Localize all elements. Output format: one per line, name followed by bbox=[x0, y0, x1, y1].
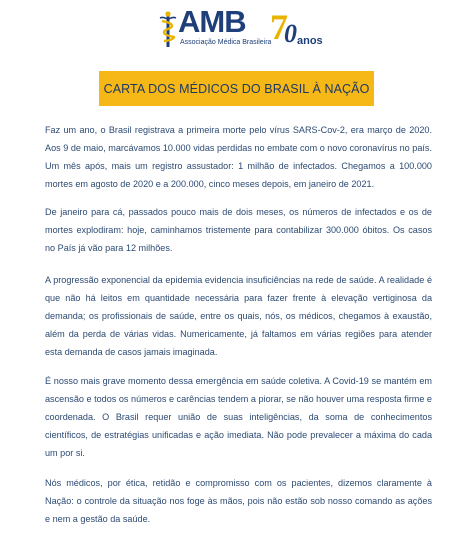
anniversary-word: anos bbox=[297, 35, 323, 47]
paragraph: Nós médicos, por ética, retidão e compromisso com os pacientes, dizemos claramente à Nação: o controle da situação nos foge às mãos, pois não estão sob nosso comando as ações e nem a gestão da saúde. bbox=[45, 478, 432, 524]
title-banner bbox=[99, 71, 374, 106]
paragraph: Faz um ano, o Brasil registrava a primeira morte pelo vírus SARS-Cov-2, era março de 2020. Aos 9 de maio, marcávamos 10.000 vidas perdidas no embate com o novo coronavírus no país. Um mês após, mais um registro assustador: 1 milhão de infectados. Chegamos a 100.000 mortes em agosto de 2020 e a 200.000, cinco meses depois, em janeiro de 2021. bbox=[45, 125, 432, 189]
paragraph: A progressão exponencial da epidemia evidencia insuficiências na rede de saúde. A realidade é que não há leitos em quantidade necessária para fazer frente à elevação vertiginosa da demanda; os profissionais de saúde, entre os quais, nós, os médicos, chegamos à exaustão, além da perda de várias vidas. Numericamente, já faltamos em várias regiões para atender esta demanda de casos jamais imaginada. bbox=[45, 275, 432, 357]
caduceus-icon bbox=[158, 11, 178, 49]
document-title: CARTA DOS MÉDICOS DO BRASIL À NAÇÃO bbox=[103, 81, 370, 96]
amb-wordmark: AMB bbox=[178, 4, 246, 39]
header-logos bbox=[0, 4, 474, 53]
amb-logo bbox=[158, 4, 272, 53]
letter-body bbox=[45, 121, 432, 538]
paragraph: É nosso mais grave momento dessa emergência em saúde coletiva. A Covid-19 se mantém em ascensão e todos os números e carências tendem a piorar, se não houver uma resposta firme e coordenada. O Brasil requer união de suas inteligências, da soma de conhecimentos científicos, de estratégias unificadas e ação imediata. Não pode prevalecer a máxima do cada um por si. bbox=[45, 376, 432, 458]
anniversary-seven: 7 bbox=[270, 7, 288, 47]
paragraph: De janeiro para cá, passados pouco mais de dois meses, os números de infectados e os de mortes explodiram: hoje, caminhamos tristemente para contabilizar 300.000 óbitos. Os casos no País já vão para 12 milhões. bbox=[45, 207, 432, 253]
anniversary-zero: 0 bbox=[284, 19, 297, 48]
anniversary-logo bbox=[270, 7, 323, 51]
amb-subtitle: Associação Médica Brasileira bbox=[180, 39, 272, 46]
